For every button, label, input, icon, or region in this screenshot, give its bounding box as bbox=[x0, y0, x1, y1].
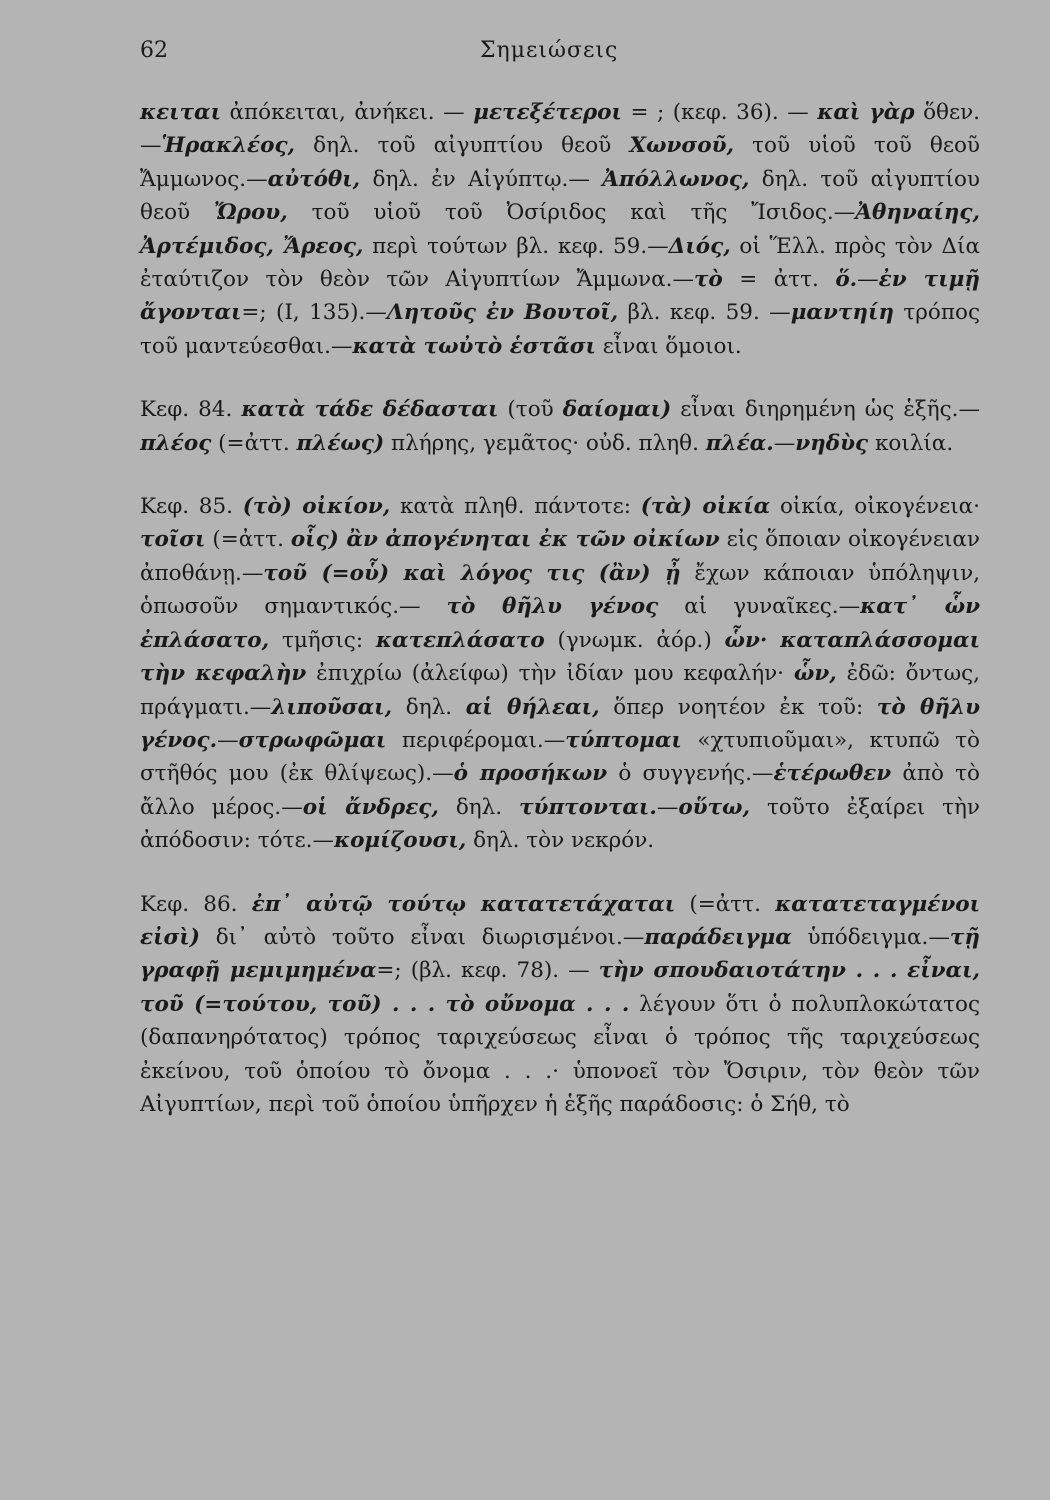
note-paragraph bbox=[140, 96, 980, 363]
note-text bbox=[767, 628, 780, 653]
note-text: αἱ γυναῖκες.— bbox=[658, 594, 861, 620]
note-text: (=ἀττ. bbox=[205, 527, 291, 553]
note-text: ἀπόκειται, ἀνήκει. — bbox=[221, 100, 474, 125]
lemma-term: τύπτομαι bbox=[565, 727, 682, 753]
lemma-term: τὴν σπουδαιοτάτην . . . εἶναι, τοῦ (=τούτου, τοῦ) . . . τὸ οὔνομα . . . bbox=[140, 958, 980, 1017]
lemma-term: τὸ θῆλυ γένος. bbox=[140, 694, 981, 753]
running-title: Σημειώσεις bbox=[480, 38, 619, 63]
note-text: ὅπερ νοητέον ἐκ τοῦ: bbox=[599, 694, 877, 720]
note-text: τοῦ υἱοῦ τοῦ Ὀσίριδος καὶ τῆς Ἴσιδος.— bbox=[287, 200, 856, 226]
note-text: κοιλία. bbox=[868, 430, 954, 456]
note-text: ἔχων κάποιαν ὑπόληψιν, ὁπωσοῦν σημαντικός.— bbox=[140, 560, 980, 620]
lemma-term: δαίομαι) bbox=[562, 397, 672, 423]
note-text: =; (Ι, 135).— bbox=[241, 300, 387, 326]
note-text: = ; (κεφ. 36). — bbox=[621, 100, 818, 125]
lemma-term: Ὤρου, bbox=[214, 200, 288, 226]
lemma-term: τοῖσι bbox=[140, 527, 206, 553]
lemma-term: πλέως) bbox=[296, 430, 385, 456]
note-text: — bbox=[773, 430, 796, 456]
lemma-term: μετεξέτεροι bbox=[473, 100, 622, 125]
lemma-term: κατὰ τάδε δέδασται bbox=[241, 397, 499, 423]
note-text: =; (βλ. κεφ. 78). — bbox=[376, 958, 599, 984]
note-text: ὁ συγγενής.— bbox=[607, 761, 774, 787]
lemma-term: Ἀπόλλωνος, bbox=[602, 166, 750, 192]
lemma-term: ἑτέρωθεν bbox=[773, 761, 892, 787]
note-text: τμῆσις: bbox=[269, 627, 376, 653]
note-text: δι᾿ αὐτὸ τοῦτο εἶναι διωρισμένοι.— bbox=[199, 924, 645, 950]
note-text: Κεφ. 86. bbox=[140, 891, 252, 917]
note-text: λέγουν ὅτι ὁ πολυπλοκώτατος (δαπανηρότατος) τρόπος ταριχεύσεως εἶναι ὁ τρόπος τῆς ταριχεύσεως ἐκείνου, τοῦ ὁποίου τὸ ὄνομα . . .· ὑπονοεῖ τὸν Ὄσιριν, τὸν θεὸν τῶν Αἰγυπτίων, περὶ τοῦ ὁποίου ὑπῆρχεν ἡ ἑξῆς παράδοσις: ὁ Σήθ, τὸ bbox=[140, 991, 980, 1117]
note-text: βλ. κεφ. 59. — bbox=[618, 300, 791, 326]
lemma-term: Ἀθηναίης, Ἀρτέμιδος, Ἄρεος, bbox=[140, 200, 980, 259]
note-text: κατὰ πληθ. πάντοτε: bbox=[390, 494, 641, 520]
lemma-term: παράδειγμα bbox=[644, 924, 792, 950]
lemma-term: στρωφῶμαι bbox=[238, 727, 387, 753]
lemma-term: κατὰ τωὐτὸ ἑστᾶσι bbox=[352, 333, 596, 359]
note-text: δηλ. bbox=[438, 794, 520, 820]
note-text: εἶναι διηρημένη ὡς ἑξῆς.— bbox=[671, 397, 980, 423]
lemma-term: πλέος bbox=[140, 430, 212, 456]
lemma-term: κατεπλάσατο bbox=[375, 627, 545, 653]
lemma-term: ὁ προσήκων bbox=[453, 761, 608, 787]
lemma-term: κομίζουσι, bbox=[333, 828, 467, 854]
note-text: — bbox=[857, 267, 879, 293]
lemma-term: λιποῦσαι, bbox=[271, 694, 393, 720]
lemma-term: τοῦ (=οὗ) καὶ λόγος τις (ἂν) ᾖ bbox=[263, 560, 681, 586]
note-text: (=ἀττ. bbox=[675, 891, 776, 917]
note-text: — bbox=[656, 794, 679, 820]
note-text: εἰς ὅποιαν οἰκογένειαν ἀποθάνῃ.— bbox=[140, 527, 981, 586]
lemma-term: καὶ γὰρ bbox=[817, 100, 915, 125]
note-text: (γνωμκ. ἀόρ.) bbox=[544, 627, 725, 653]
note-text: δηλ. τοῦ αἰγυπτίου θεοῦ bbox=[295, 133, 630, 159]
note-paragraph-kef-86 bbox=[140, 888, 980, 1122]
note-text: ἐδῶ: ὄντως, πράγματι.— bbox=[140, 661, 981, 720]
lemma-term: ἐν τιμῇ ἄγονται bbox=[140, 267, 980, 326]
lemma-term: (τὸ) οἰκίον, bbox=[242, 494, 391, 520]
note-text: οἱ Ἕλλ. πρὸς τὸν Δία ἐταύτιζον τὸν θεὸν τῶν Αἰγυπτίων Ἄμμωνα.— bbox=[140, 233, 980, 293]
note-text: — bbox=[217, 727, 239, 753]
note-text: (τοῦ bbox=[498, 397, 563, 423]
notes-body bbox=[140, 96, 980, 1121]
note-text: «χτυπιοῦμαι», κτυπῶ τὸ στῆθός μου (ἐκ θλίψεως).— bbox=[140, 727, 980, 787]
note-text: (=ἀττ. bbox=[211, 430, 297, 456]
note-text: ἀπὸ τὸ ἄλλο μέρος.— bbox=[140, 761, 980, 820]
note-text: τοῦτο ἐξαίρει τὴν ἀπόδοσιν: τότε.— bbox=[140, 794, 980, 854]
note-text: δηλ. τοῦ αἰγυπτίου θεοῦ bbox=[140, 166, 980, 226]
lemma-term: ὧν, bbox=[793, 661, 837, 687]
note-text: ὅθεν.— bbox=[140, 100, 980, 159]
note-text: περὶ τούτων βλ. κεφ. 59.— bbox=[363, 233, 669, 259]
note-text: περιφέρομαι.— bbox=[386, 727, 566, 753]
lemma-term: κατατεταγμένοι εἰσὶ) bbox=[140, 891, 980, 950]
lemma-term: αὐτόθι, bbox=[267, 166, 361, 192]
note-text: ἐπιχρίω (ἀλείφω) τὴν ἰδίαν μου κεφαλήν· bbox=[306, 661, 794, 687]
note-text: οἰκία, οἰκογένεια· bbox=[770, 494, 980, 520]
lemma-term: Ἡρακλέος, bbox=[161, 133, 296, 159]
lemma-term: Λητοῦς ἐν Βουτοῖ, bbox=[386, 300, 619, 326]
lemma-term: ὧν· bbox=[724, 627, 768, 653]
lemma-term: τὸ θῆλυ γένος bbox=[446, 594, 659, 620]
note-text: δηλ. τὸν νεκρόν. bbox=[466, 828, 655, 854]
lemma-term: (τὰ) οἰκία bbox=[640, 494, 771, 520]
lemma-term: μαντηίη bbox=[790, 300, 895, 326]
note-paragraph-kef-84 bbox=[140, 393, 980, 460]
lemma-term: ἐπ᾿ αὐτῷ τούτῳ κατατετάχαται bbox=[251, 891, 676, 917]
lemma-term: καταπλάσσομαι τὴν κεφαλὴν bbox=[140, 627, 980, 687]
lemma-term: οἷς) ἂν ἀπογένηται ἐκ τῶν οἰκίων bbox=[290, 527, 720, 553]
lemma-term: οὕτω, bbox=[678, 794, 750, 820]
note-text: εἶναι ὅμοιοι. bbox=[595, 333, 742, 359]
page-header bbox=[140, 30, 975, 70]
lemma-term: τῇ γραφῇ μεμιμημένα bbox=[140, 924, 980, 984]
lemma-term: Χωνσοῦ, bbox=[629, 133, 735, 159]
page-number: 62 bbox=[140, 38, 168, 63]
lemma-term: κειται bbox=[140, 100, 222, 125]
note-text: τοῦ υἱοῦ τοῦ θεοῦ Ἄμμωνος.— bbox=[140, 133, 980, 192]
lemma-term: αἱ θήλεαι, bbox=[465, 694, 600, 720]
lemma-term: Διός, bbox=[668, 233, 731, 259]
lemma-term: ὅ. bbox=[835, 267, 858, 293]
lemma-term: τύπτονται. bbox=[519, 794, 657, 820]
lemma-term: τὸ bbox=[693, 267, 723, 293]
note-text: δηλ. ἐν Αἰγύπτῳ.— bbox=[360, 166, 603, 192]
lemma-term: οἱ ἄνδρες, bbox=[302, 794, 439, 820]
note-text: πλήρης, γεμᾶτος· οὐδ. πληθ. bbox=[384, 430, 706, 456]
note-text: ὑπόδειγμα.— bbox=[791, 924, 950, 950]
note-text: Κεφ. 85. bbox=[140, 494, 243, 520]
note-paragraph-kef-85 bbox=[140, 490, 980, 857]
lemma-term: πλέα. bbox=[705, 430, 774, 456]
lemma-term: κατ᾿ ὧν ἐπλάσατο, bbox=[140, 594, 981, 653]
note-text: Κεφ. 84. bbox=[140, 397, 242, 423]
note-text: τρόπος τοῦ μαντεύεσθαι.— bbox=[140, 300, 980, 359]
note-text: δηλ. bbox=[392, 694, 466, 720]
note-text: = ἀττ. bbox=[722, 267, 836, 293]
lemma-term: νηδὺς bbox=[795, 430, 869, 456]
